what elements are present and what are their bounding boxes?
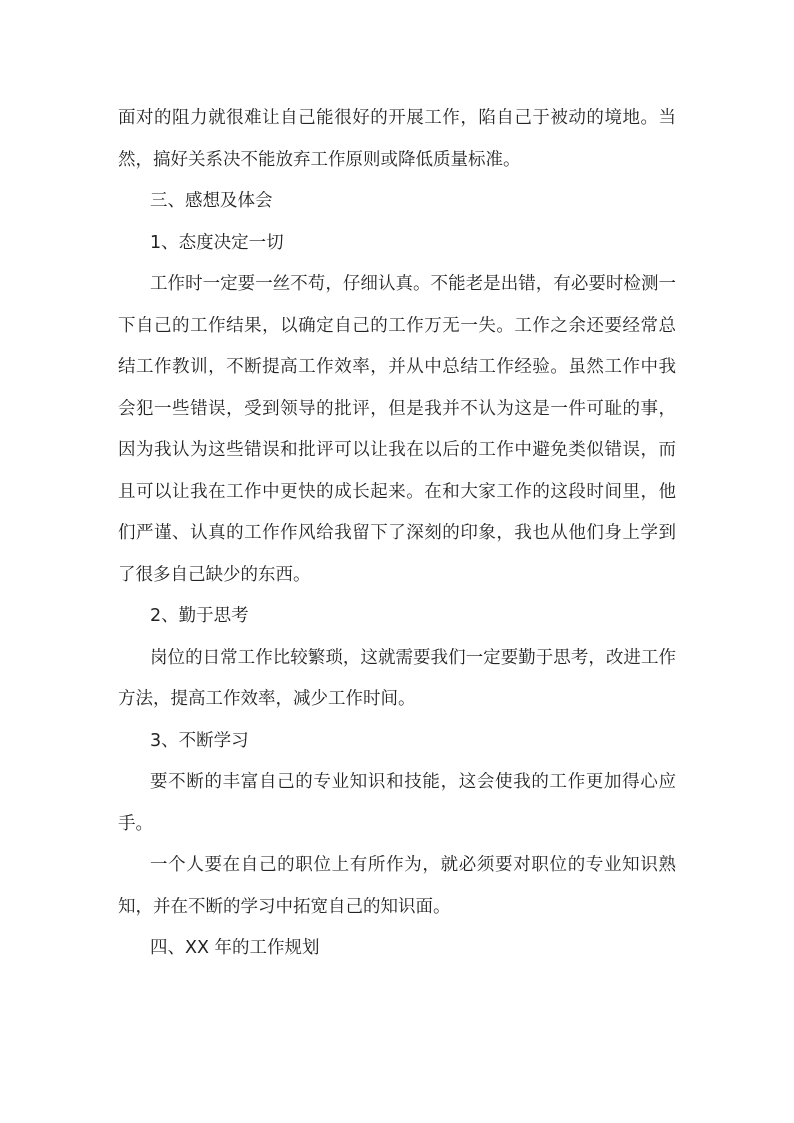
subheading-learning: 3、不断学习 [150,730,249,751]
body-paragraph: 面对的阻力就很难让自己能很好的开展工作，陷自己于被动的境地。当然，搞好关系决不能放弃工作原则或降低质量标准。 [118,108,676,170]
body-paragraph: 岗位的日常工作比较繁琐，这就需要我们一定要勤于思考，改进工作方法，提高工作效率，减少工作时间。 [118,647,676,709]
section-heading-work-plan: 四、XX 年的工作规划 [150,938,320,958]
body-paragraph: 要不断的丰富自己的专业知识和技能，这会使我的工作更加得心应手。 [118,772,676,834]
subheading-thinking: 2、勤于思考 [150,606,249,626]
body-paragraph: 工作时一定要一丝不苟，仔细认真。不能老是出错，有必要时检测一下自己的工作结果，以确定自己的工作万无一失。工作之余还要经常总结工作教训，不断提高工作效率，并从中总结工作经验。虽然工作中我会犯一些错误，受到领导的批评，但是我并不认为这是一件可耻的事，因为我认为这些错误和批评可以让我在以后的工作中避免类似错误，而且可以让我在工作中更快的成长起来。在和大家工作的这段时间里，他们严谨、认真的工作作风给我留下了深刻的印象，我也从他们身上学到了很多自己缺少的东西。 [118,274,676,585]
section-heading-reflections: 三、感想及体会 [150,191,273,211]
subheading-attitude: 1、态度决定一切 [150,232,284,253]
document-page [118,98,676,970]
body-paragraph: 一个人要在自己的职位上有所作为，就必须要对职位的专业知识熟知，并在不断的学习中拓宽自己的知识面。 [118,855,676,917]
